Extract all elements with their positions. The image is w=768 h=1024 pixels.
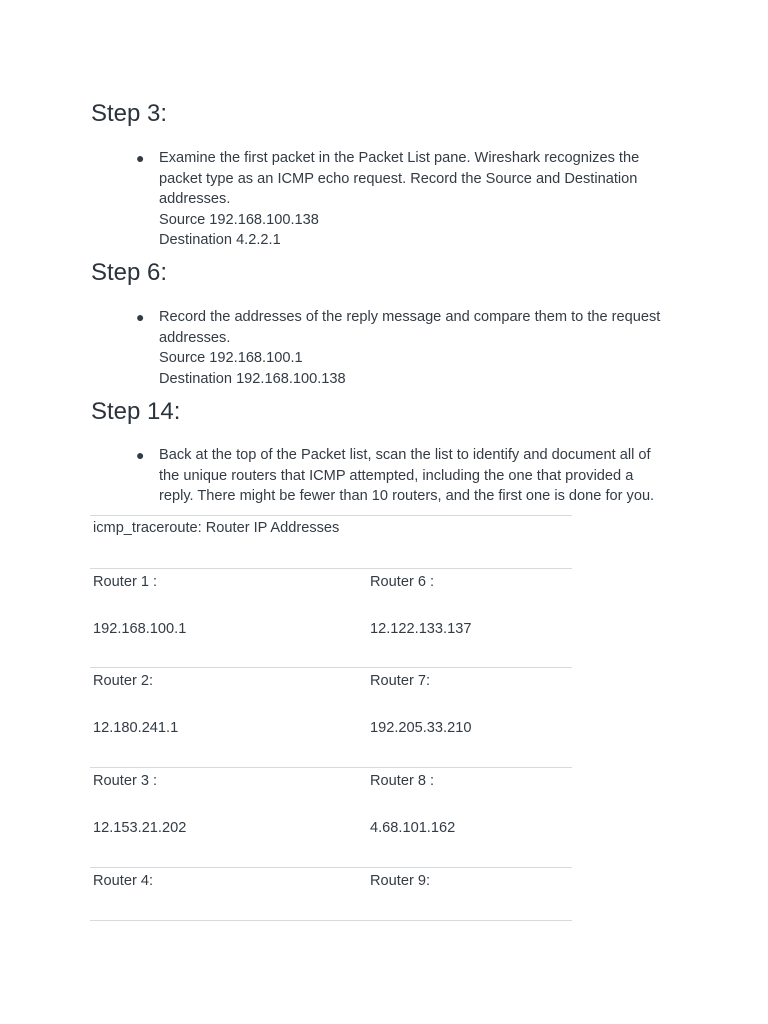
step-14-bullet <box>136 445 696 507</box>
table-divider <box>90 568 572 569</box>
step-6-heading: Step 6: <box>91 259 168 286</box>
table-divider <box>90 867 572 868</box>
router-1-value: 192.168.100.1 <box>93 621 187 637</box>
router-2-label: Router 2: <box>93 673 154 689</box>
step-6-bullet-text <box>159 307 696 389</box>
router-1-label: Router 1 : <box>93 574 158 590</box>
destination-address: Destination 192.168.100.138 <box>159 370 346 387</box>
bullet-dot-icon: ● <box>136 447 145 463</box>
bullet-line: Record the addresses of the reply message and compare them to the request <box>159 309 661 325</box>
step-14-heading: Step 14: <box>91 398 181 425</box>
source-address: Source 192.168.100.1 <box>159 350 303 366</box>
router-8-value: 4.68.101.162 <box>370 820 456 836</box>
step-3-bullet-text <box>159 148 696 251</box>
router-6-value: 12.122.133.137 <box>370 621 472 637</box>
router-4-label: Router 4: <box>93 873 154 889</box>
bullet-line: Examine the first packet in the Packet List pane. Wireshark recognizes the <box>159 150 640 166</box>
step-3-heading: Step 3: <box>91 100 168 127</box>
bullet-line: addresses. <box>159 329 231 346</box>
bullet-line: the unique routers that ICMP attempted, including the one that provided a <box>159 467 634 484</box>
bullet-dot-icon: ● <box>136 309 145 325</box>
router-8-label: Router 8 : <box>370 773 435 789</box>
table-divider <box>90 667 572 668</box>
step-14-bullet-text <box>159 445 696 507</box>
destination-address: Destination 4.2.2.1 <box>159 232 281 248</box>
router-2-value: 12.180.241.1 <box>93 720 179 736</box>
router-3-label: Router 3 : <box>93 773 158 789</box>
table-divider <box>90 920 572 921</box>
table-divider <box>90 515 572 516</box>
bullet-line: reply. There might be fewer than 10 routers, and the first one is done for you. <box>159 488 655 504</box>
step-6-bullet <box>136 307 696 389</box>
bullet-line: packet type as an ICMP echo request. Record the Source and Destination <box>159 170 638 187</box>
bullet-line: addresses. <box>159 191 231 207</box>
router-6-label: Router 6 : <box>370 574 435 590</box>
table-divider <box>90 767 572 768</box>
step-3-bullet <box>136 148 696 251</box>
bullet-dot-icon: ● <box>136 150 145 166</box>
bullet-line: Back at the top of the Packet list, scan the list to identify and document all of <box>159 447 651 463</box>
router-3-value: 12.153.21.202 <box>93 820 187 836</box>
router-9-label: Router 9: <box>370 873 431 889</box>
table-caption: icmp_traceroute: Router IP Addresses <box>93 520 340 536</box>
router-7-value: 192.205.33.210 <box>370 720 472 736</box>
router-7-label: Router 7: <box>370 673 431 689</box>
source-address: Source 192.168.100.138 <box>159 211 319 228</box>
